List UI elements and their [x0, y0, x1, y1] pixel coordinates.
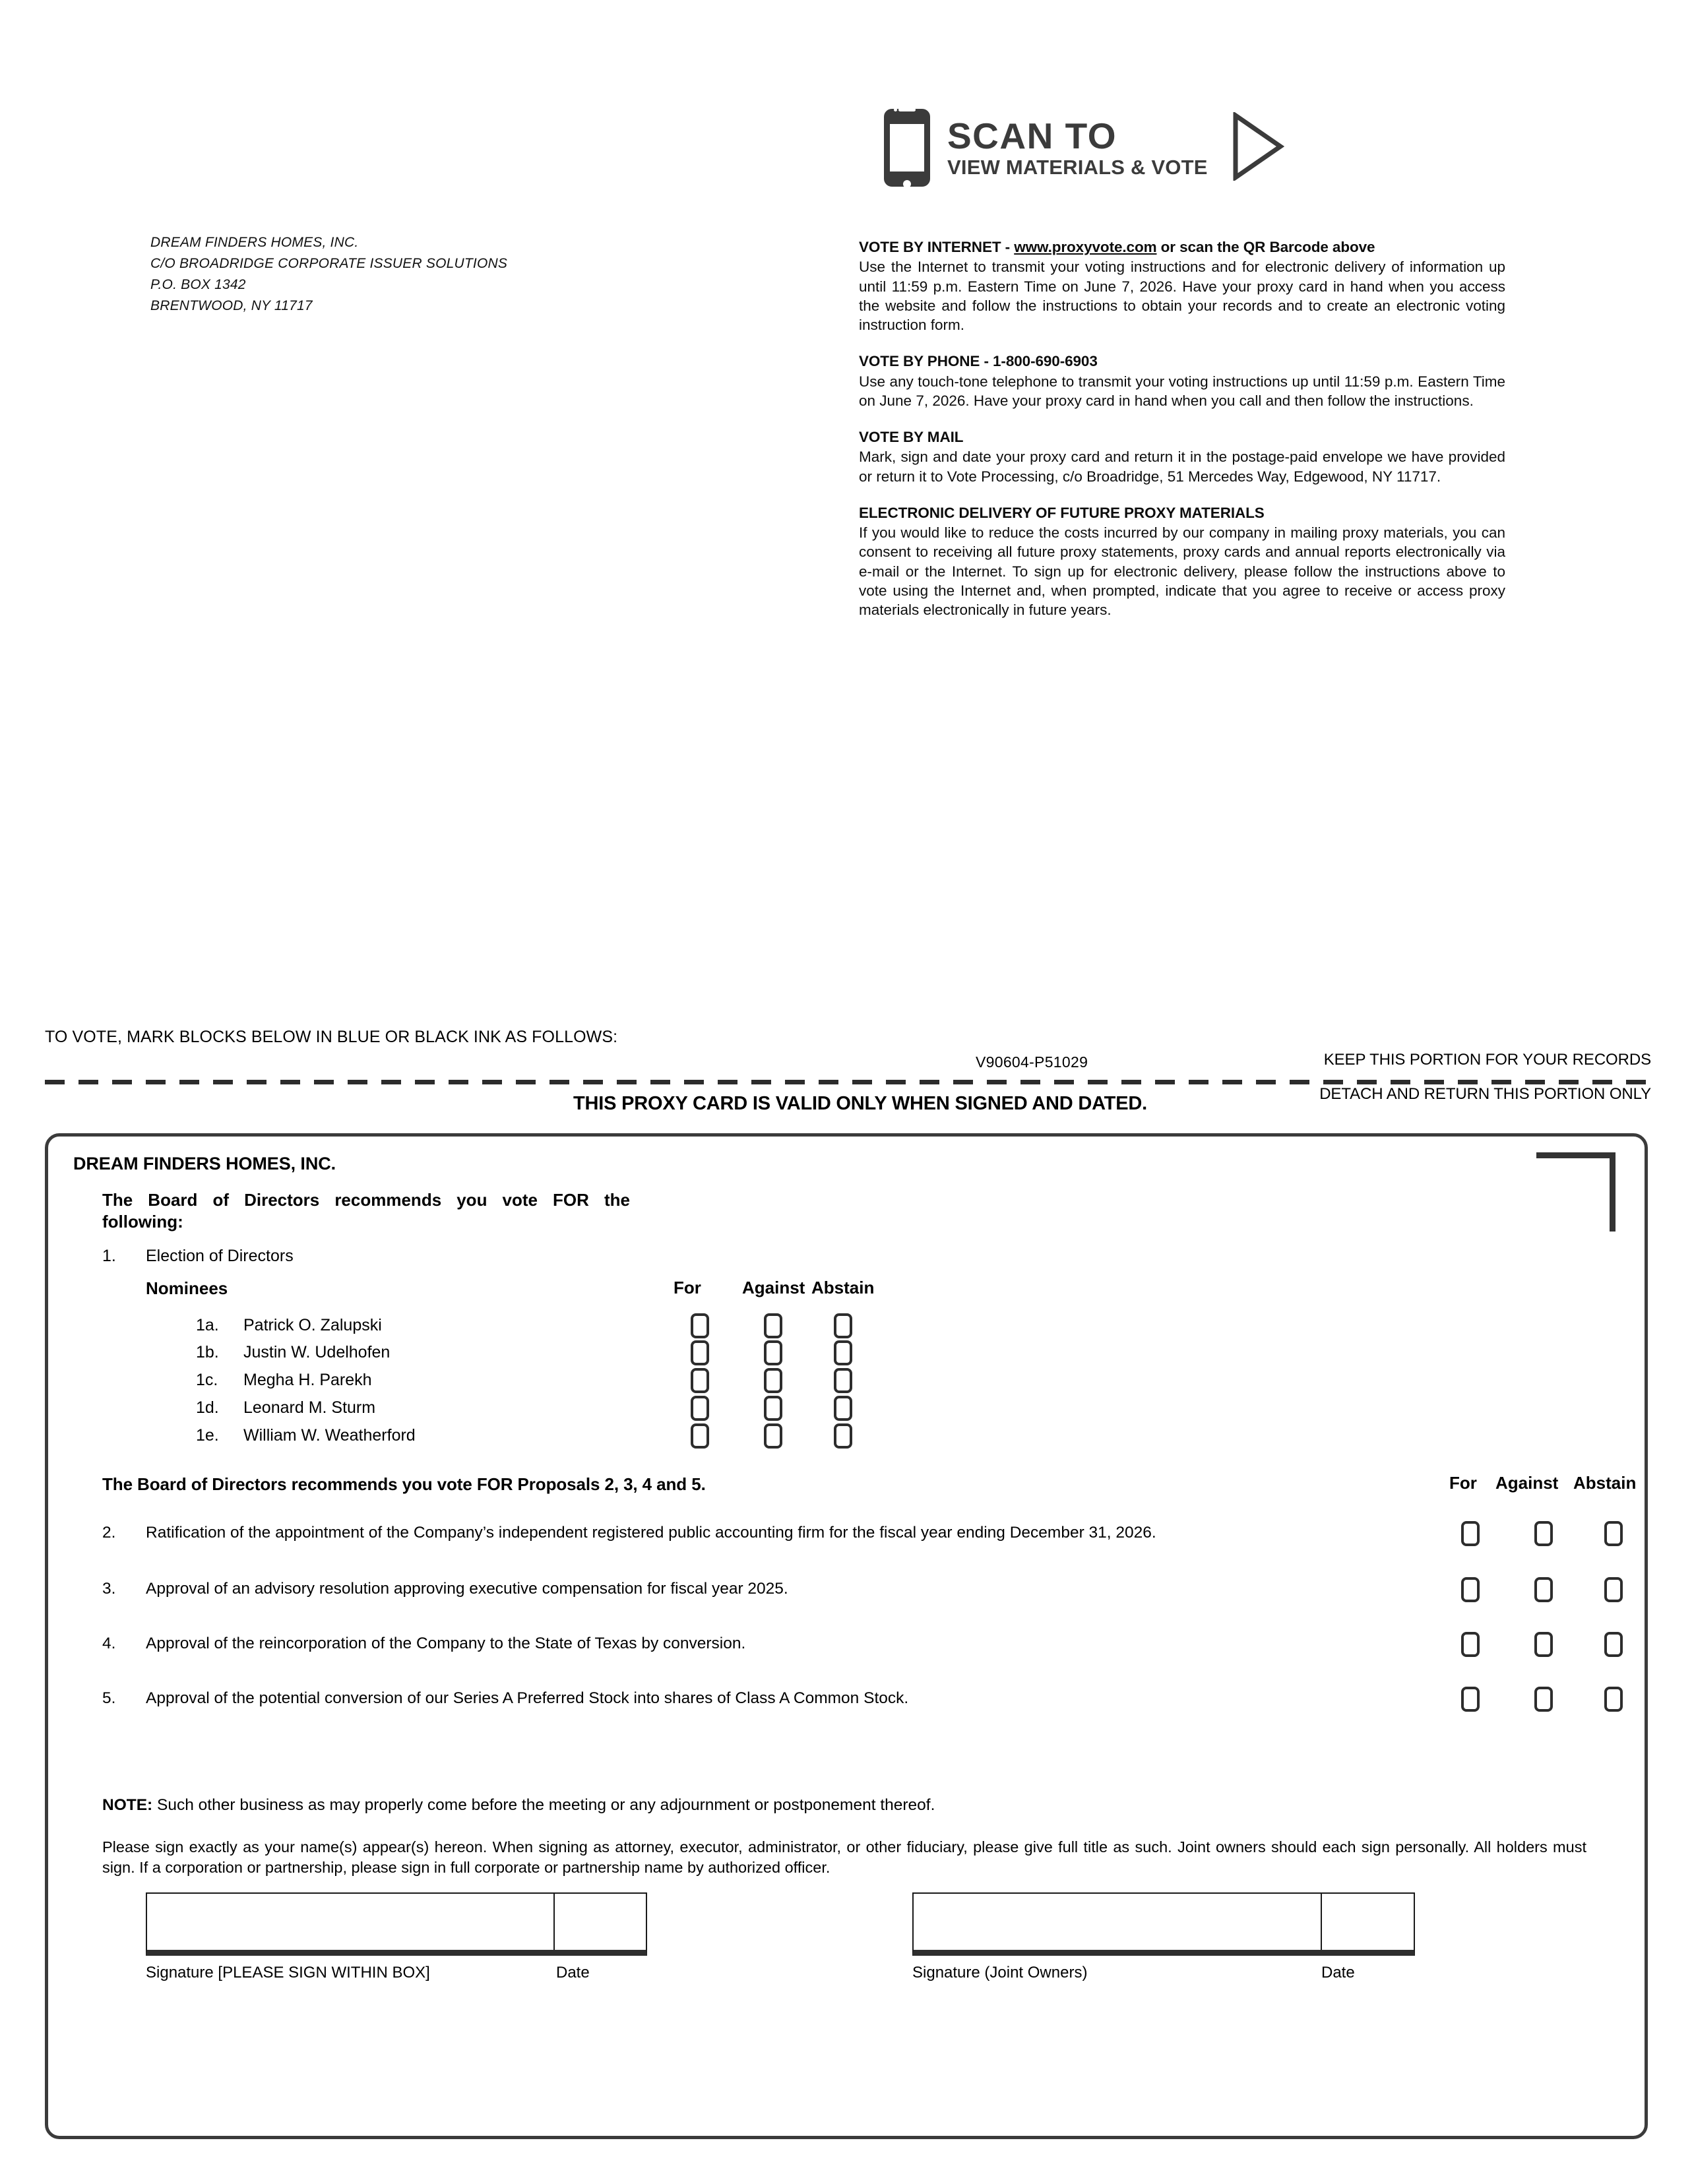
nominee-id: 1a.: [196, 1316, 219, 1334]
keep-portion-label: KEEP THIS PORTION FOR YOUR RECORDS: [1323, 1051, 1651, 1069]
proposal-4-checkbox-against[interactable]: [1534, 1632, 1553, 1657]
proposal-number: 5.: [102, 1689, 116, 1707]
note-label: NOTE:: [102, 1796, 153, 1814]
signature-date-divider: [553, 1894, 555, 1950]
smartphone-icon: [884, 109, 930, 187]
vote-by-mail-body: Mark, sign and date your proxy card and return it in the postage-paid envelope we have provided or return it to Vote Processing, c/o Broadridge, 51 Mercedes Way, Edgewood, NY 11717.: [859, 449, 1505, 485]
proposal-row: [48, 1689, 1645, 1718]
proposal-5-checkbox-for[interactable]: [1461, 1687, 1480, 1712]
nominee-1d-checkbox-abstain[interactable]: [834, 1396, 852, 1421]
nominee-row: [48, 1426, 1645, 1455]
proposal-3-checkbox-abstain[interactable]: [1604, 1577, 1623, 1602]
nominee-1c-checkbox-abstain[interactable]: [834, 1368, 852, 1393]
proposal-2-checkbox-against[interactable]: [1534, 1521, 1553, 1546]
signature-instructions: Please sign exactly as your name(s) appear(s) hereon. When signing as attorney, executor, administrator, or other fiduciary, please give full title as such. Joint owners should each sign personally. All holders must sign. If a corporation or partnership, please sign in full corporate or partnership name by authorized officer.: [102, 1838, 1586, 1876]
nominee-1b-checkbox-for[interactable]: [691, 1340, 709, 1365]
nominee-1b-checkbox-against[interactable]: [764, 1340, 782, 1365]
nominee-1e-checkbox-against[interactable]: [764, 1423, 782, 1449]
nominee-id: 1c.: [196, 1371, 218, 1389]
to-vote-instruction: TO VOTE, MARK BLOCKS BELOW IN BLUE OR BLACK INK AS FOLLOWS:: [45, 1028, 618, 1046]
play-triangle-icon: [1232, 112, 1284, 184]
proposal-header-for: For: [1449, 1473, 1477, 1493]
proposal-row: [48, 1580, 1645, 1609]
proposal-2-checkbox-for[interactable]: [1461, 1521, 1480, 1546]
vote-by-internet-heading: [859, 237, 1505, 257]
electronic-delivery-section: [859, 503, 1505, 620]
note-line: [102, 1796, 935, 1815]
control-number: V90604-P51029: [976, 1053, 1088, 1071]
nominee-name: William W. Weatherford: [243, 1426, 416, 1445]
proposal-4-checkbox-abstain[interactable]: [1604, 1632, 1623, 1657]
vote-by-mail-section: [859, 427, 1505, 486]
item-1-number: 1.: [102, 1247, 116, 1265]
proxy-card: [45, 1133, 1648, 2139]
item-1-label: Election of Directors: [146, 1247, 294, 1265]
nominee-1d-checkbox-against[interactable]: [764, 1396, 782, 1421]
signature-box-joint[interactable]: [912, 1892, 1415, 1956]
nominee-1d-checkbox-for[interactable]: [691, 1396, 709, 1421]
vote-by-mail-heading: VOTE BY MAIL: [859, 429, 964, 445]
proposal-5-checkbox-abstain[interactable]: [1604, 1687, 1623, 1712]
nominee-name: Patrick O. Zalupski: [243, 1316, 382, 1334]
proposal-text: Ratification of the appointment of the Company’s independent registered public accounting firm for the fiscal year ending December 31, 2026.: [146, 1524, 1156, 1542]
proposal-row: [48, 1635, 1645, 1664]
nominee-header-against: Against: [742, 1278, 805, 1297]
proposal-3-checkbox-against[interactable]: [1534, 1577, 1553, 1602]
proposal-number: 4.: [102, 1635, 116, 1652]
nominee-1a-checkbox-for[interactable]: [691, 1313, 709, 1338]
proposals-recommendation-heading: The Board of Directors recommends you vote FOR Proposals 2, 3, 4 and 5.: [102, 1474, 706, 1494]
detach-portion-label: DETACH AND RETURN THIS PORTION ONLY: [1319, 1085, 1651, 1103]
nominee-1a-checkbox-abstain[interactable]: [834, 1313, 852, 1338]
mailing-address-line-3: P.O. BOX 1342: [150, 276, 246, 292]
vote-by-internet-body: Use the Internet to transmit your voting instructions and for electronic delivery of information up until 11:59 p.m. Eastern Time on June 7, 2026. Have your proxy card in hand when you access the website and follow the instructions to obtain your records and to create an electronic voting instruction form.: [859, 259, 1505, 333]
date-label-primary: Date: [556, 1964, 590, 1981]
proposal-number: 3.: [102, 1580, 116, 1598]
nominee-id: 1d.: [196, 1398, 219, 1417]
vote-by-phone-section: [859, 352, 1505, 410]
scan-banner-line-2: VIEW MATERIALS & VOTE: [947, 156, 1208, 179]
signature-date-divider: [1321, 1894, 1322, 1950]
detach-dashed-line: [45, 1080, 1648, 1084]
proposal-header-against: Against: [1495, 1473, 1559, 1493]
nominee-id: 1e.: [196, 1426, 219, 1445]
nominee-header-for: For: [674, 1278, 701, 1297]
proposal-number: 2.: [102, 1524, 116, 1542]
nominee-1e-checkbox-for[interactable]: [691, 1423, 709, 1449]
vote-by-internet-heading-prefix: VOTE BY INTERNET -: [859, 239, 1015, 255]
proposal-text: Approval of the potential conversion of our Series A Preferred Stock into shares of Class A Common Stock.: [146, 1689, 909, 1707]
vote-by-phone-body: Use any touch-tone telephone to transmit your voting instructions up until 11:59 p.m. Eastern Time on June 7, 2026. Have your proxy card in hand when you call and then follow the instructions.: [859, 373, 1505, 409]
voting-instructions: [859, 237, 1505, 619]
signature-box-primary[interactable]: [146, 1892, 647, 1956]
date-label-joint: Date: [1321, 1964, 1355, 1981]
proposal-header-abstain: Abstain: [1573, 1473, 1637, 1493]
nominee-1b-checkbox-abstain[interactable]: [834, 1340, 852, 1365]
mailing-address-line-1: DREAM FINDERS HOMES, INC.: [150, 235, 359, 250]
nominee-id: 1b.: [196, 1343, 219, 1361]
scan-banner-line-1: SCAN TO: [947, 115, 1117, 156]
nominee-1c-checkbox-for[interactable]: [691, 1368, 709, 1393]
mailing-address-line-4: BRENTWOOD, NY 11717: [150, 297, 313, 313]
corner-registration-mark: [1536, 1152, 1616, 1232]
nominee-header-abstain: Abstain: [811, 1278, 875, 1297]
proposal-5-checkbox-against[interactable]: [1534, 1687, 1553, 1712]
proposal-4-checkbox-for[interactable]: [1461, 1632, 1480, 1657]
proxy-card-validity-notice: THIS PROXY CARD IS VALID ONLY WHEN SIGNED AND DATED.: [573, 1093, 1147, 1114]
mailing-address-block: [150, 232, 507, 317]
nominee-name: Justin W. Udelhofen: [243, 1343, 391, 1361]
signature-label-primary: Signature [PLEASE SIGN WITHIN BOX]: [146, 1964, 430, 1981]
nominees-column-header: Nominees: [146, 1278, 228, 1298]
mailing-address-line-2: C/O BROADRIDGE CORPORATE ISSUER SOLUTIONS: [150, 255, 508, 271]
nominee-name: Megha H. Parekh: [243, 1371, 372, 1389]
nominee-name: Leonard M. Sturm: [243, 1398, 376, 1417]
proposal-text: Approval of an advisory resolution approving executive compensation for fiscal year 2025.: [146, 1580, 788, 1598]
proposal-3-checkbox-for[interactable]: [1461, 1577, 1480, 1602]
electronic-delivery-body: If you would like to reduce the costs incurred by our company in mailing proxy materials, you can consent to receiving all future proxy statements, proxy cards and annual reports electronically via e-mail or the Internet. To sign up for electronic delivery, please follow the instructions above to vote using the Internet and, when prompted, indicate that you agree to receive or access proxy materials electronically in future years.: [859, 524, 1505, 618]
vote-by-internet-section: [859, 237, 1505, 334]
nominee-1c-checkbox-against[interactable]: [764, 1368, 782, 1393]
nominee-vote-column-headers: [674, 1278, 877, 1298]
vote-by-phone-heading: VOTE BY PHONE - 1-800-690-6903: [859, 353, 1098, 370]
proposal-2-checkbox-abstain[interactable]: [1604, 1521, 1623, 1546]
proposal-text: Approval of the reincorporation of the Company to the State of Texas by conversion.: [146, 1635, 746, 1652]
electronic-delivery-heading: ELECTRONIC DELIVERY OF FUTURE PROXY MATERIALS: [859, 504, 1265, 521]
nominee-1a-checkbox-against[interactable]: [764, 1313, 782, 1338]
proposal-row: [48, 1524, 1645, 1553]
card-company-name: DREAM FINDERS HOMES, INC.: [73, 1154, 336, 1173]
vote-by-internet-heading-suffix: or scan the QR Barcode above: [1156, 239, 1375, 255]
note-text: Such other business as may properly come before the meeting or any adjournment or postponement thereof.: [152, 1796, 935, 1814]
proposal-vote-column-headers: [1449, 1473, 1639, 1493]
proxyvote-link[interactable]: www.proxyvote.com: [1014, 239, 1157, 255]
scan-to-vote-banner: [884, 109, 1284, 187]
nominee-1e-checkbox-abstain[interactable]: [834, 1423, 852, 1449]
board-recommendation-heading: The Board of Directors recommends you vote FOR the following:: [102, 1190, 630, 1232]
signature-label-joint: Signature (Joint Owners): [912, 1964, 1088, 1981]
